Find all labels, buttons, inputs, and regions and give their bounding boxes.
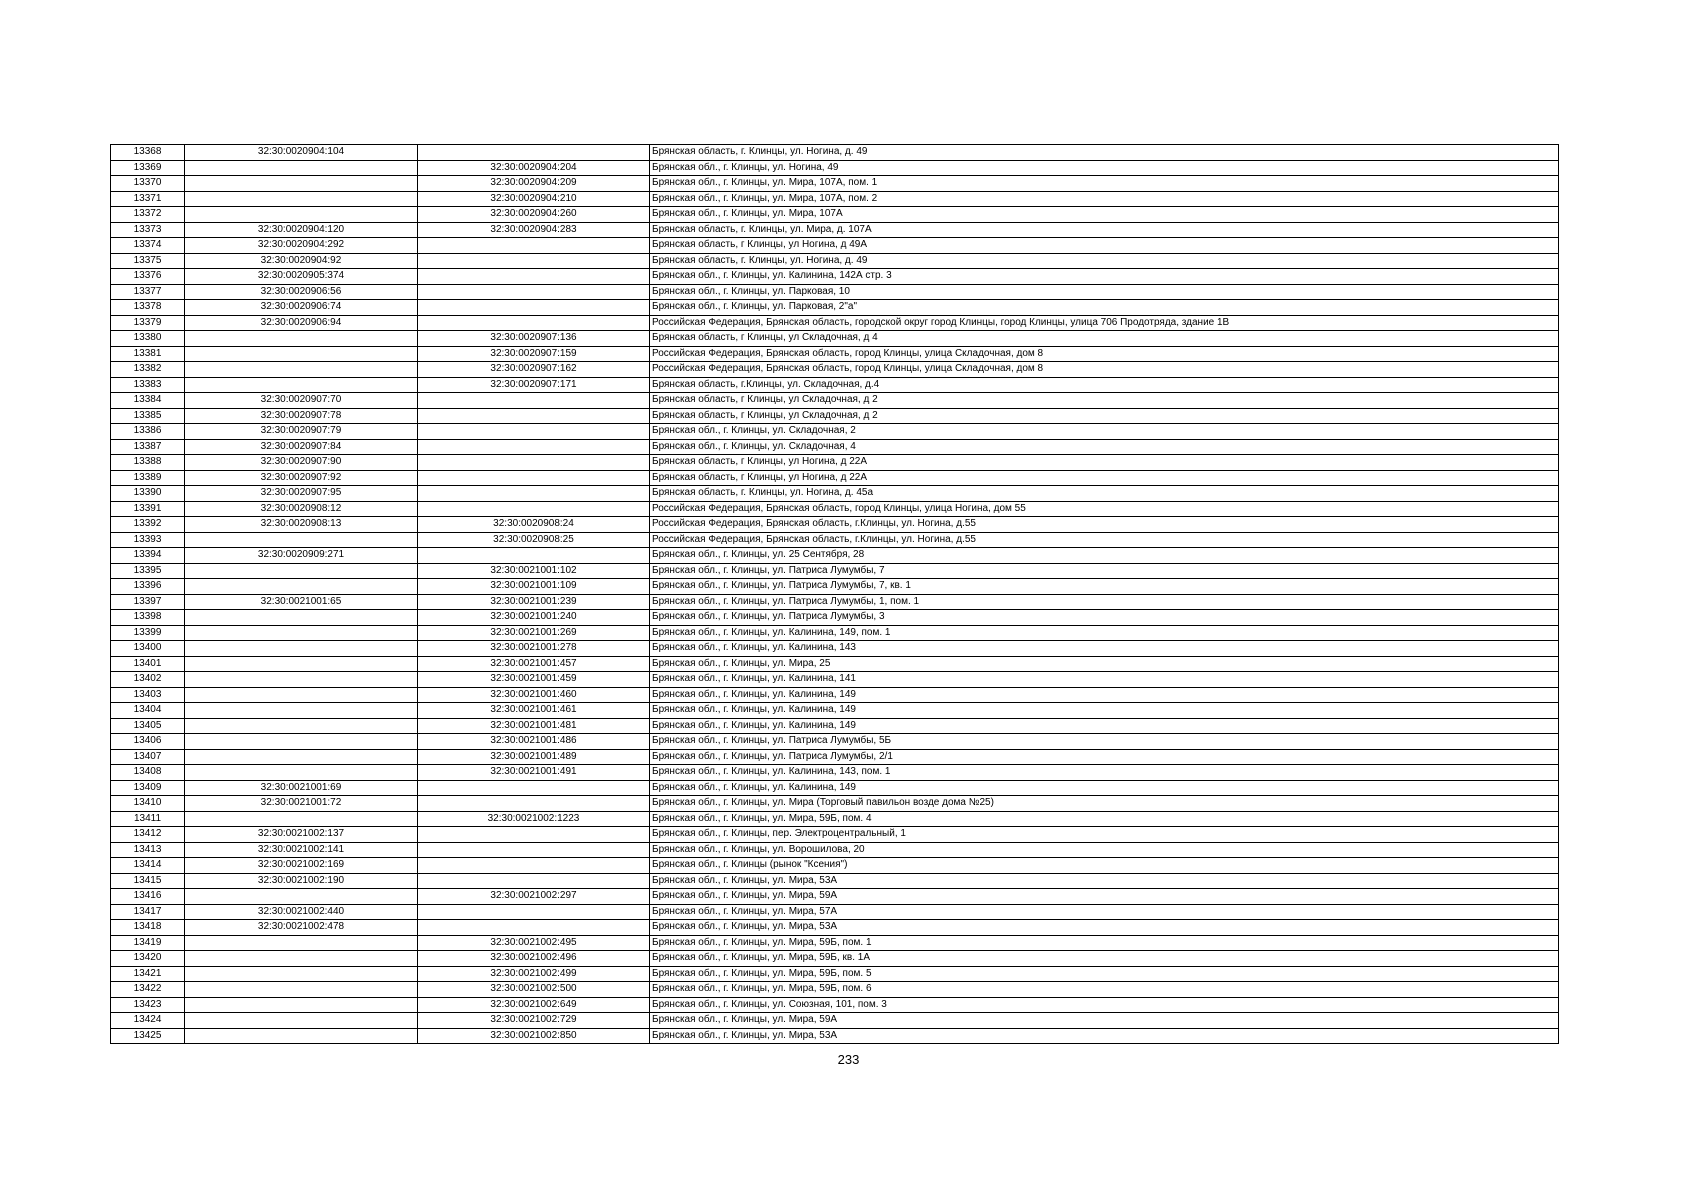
row-number-cell: 13378 xyxy=(111,300,185,316)
land-cadastral-number-cell xyxy=(185,672,418,688)
table-row xyxy=(111,625,1559,641)
land-cadastral-number-cell: 32:30:0020904:104 xyxy=(185,145,418,161)
row-number-cell: 13418 xyxy=(111,920,185,936)
land-cadastral-number-cell: 32:30:0021002:141 xyxy=(185,842,418,858)
land-cadastral-number-cell: 32:30:0021002:137 xyxy=(185,827,418,843)
land-cadastral-number-cell xyxy=(185,765,418,781)
address-cell: Брянская обл., г. Клинцы, ул. Калинина, 141 xyxy=(650,672,1559,688)
table-row xyxy=(111,315,1559,331)
row-number-cell: 13396 xyxy=(111,579,185,595)
table-row xyxy=(111,982,1559,998)
building-cadastral-number-cell xyxy=(418,796,650,812)
address-cell: Брянская обл., г. Клинцы, ул. Союзная, 101, пом. 3 xyxy=(650,997,1559,1013)
table-row xyxy=(111,594,1559,610)
table-row xyxy=(111,796,1559,812)
table-row xyxy=(111,377,1559,393)
table-row xyxy=(111,610,1559,626)
address-cell: Брянская обл., г. Клинцы, ул. Патриса Лумумбы, 5Б xyxy=(650,734,1559,750)
building-cadastral-number-cell xyxy=(418,424,650,440)
land-cadastral-number-cell: 32:30:0020909:271 xyxy=(185,548,418,564)
address-cell: Брянская обл., г. Клинцы, ул. Мира, 59Б, пом. 5 xyxy=(650,966,1559,982)
address-cell: Брянская область, г Клинцы, ул Ногина, д 22А xyxy=(650,455,1559,471)
table-row xyxy=(111,966,1559,982)
land-cadastral-number-cell xyxy=(185,811,418,827)
address-cell: Брянская обл., г. Клинцы, ул. Мира, 57А xyxy=(650,904,1559,920)
land-cadastral-number-cell xyxy=(185,734,418,750)
land-cadastral-number-cell xyxy=(185,718,418,734)
row-number-cell: 13404 xyxy=(111,703,185,719)
building-cadastral-number-cell: 32:30:0021001:109 xyxy=(418,579,650,595)
row-number-cell: 13373 xyxy=(111,222,185,238)
row-number-cell: 13412 xyxy=(111,827,185,843)
building-cadastral-number-cell: 32:30:0021001:459 xyxy=(418,672,650,688)
address-cell: Брянская обл., г. Клинцы, ул. Патриса Лумумбы, 2/1 xyxy=(650,749,1559,765)
row-number-cell: 13403 xyxy=(111,687,185,703)
address-cell: Брянская обл., г. Клинцы, ул. Патриса Лумумбы, 1, пом. 1 xyxy=(650,594,1559,610)
table-row xyxy=(111,362,1559,378)
building-cadastral-number-cell xyxy=(418,858,650,874)
building-cadastral-number-cell xyxy=(418,827,650,843)
land-cadastral-number-cell: 32:30:0020908:12 xyxy=(185,501,418,517)
building-cadastral-number-cell xyxy=(418,455,650,471)
building-cadastral-number-cell xyxy=(418,486,650,502)
building-cadastral-number-cell: 32:30:0020904:210 xyxy=(418,191,650,207)
row-number-cell: 13421 xyxy=(111,966,185,982)
building-cadastral-number-cell: 32:30:0021001:278 xyxy=(418,641,650,657)
land-cadastral-number-cell xyxy=(185,656,418,672)
building-cadastral-number-cell xyxy=(418,145,650,161)
row-number-cell: 13407 xyxy=(111,749,185,765)
table-row xyxy=(111,765,1559,781)
address-cell: Брянская обл., г. Клинцы, ул. Мира, 53А xyxy=(650,1028,1559,1044)
land-cadastral-number-cell xyxy=(185,703,418,719)
row-number-cell: 13424 xyxy=(111,1013,185,1029)
table-row xyxy=(111,424,1559,440)
land-cadastral-number-cell xyxy=(185,749,418,765)
address-cell: Брянская обл., г. Клинцы, ул. Мира, 59А xyxy=(650,1013,1559,1029)
land-cadastral-number-cell xyxy=(185,176,418,192)
table-row xyxy=(111,672,1559,688)
land-cadastral-number-cell xyxy=(185,563,418,579)
table-row xyxy=(111,656,1559,672)
table-row xyxy=(111,517,1559,533)
table-row xyxy=(111,749,1559,765)
land-cadastral-number-cell: 32:30:0021001:69 xyxy=(185,780,418,796)
row-number-cell: 13417 xyxy=(111,904,185,920)
row-number-cell: 13425 xyxy=(111,1028,185,1044)
address-cell: Брянская обл., г. Клинцы, ул. Патриса Лумумбы, 7 xyxy=(650,563,1559,579)
address-cell: Российская Федерация, Брянская область, город Клинцы, улица Складочная, дом 8 xyxy=(650,346,1559,362)
table-row xyxy=(111,439,1559,455)
table-row xyxy=(111,873,1559,889)
row-number-cell: 13387 xyxy=(111,439,185,455)
building-cadastral-number-cell: 32:30:0021001:481 xyxy=(418,718,650,734)
row-number-cell: 13395 xyxy=(111,563,185,579)
address-cell: Брянская область, г. Клинцы, ул. Мира, д. 107А xyxy=(650,222,1559,238)
building-cadastral-number-cell: 32:30:0021001:489 xyxy=(418,749,650,765)
table-row xyxy=(111,641,1559,657)
table-row xyxy=(111,393,1559,409)
address-cell: Брянская область, г Клинцы, ул Ногина, д 49А xyxy=(650,238,1559,254)
building-cadastral-number-cell: 32:30:0020908:25 xyxy=(418,532,650,548)
row-number-cell: 13394 xyxy=(111,548,185,564)
address-cell: Брянская область, г Клинцы, ул Складочная, д 2 xyxy=(650,393,1559,409)
row-number-cell: 13370 xyxy=(111,176,185,192)
land-cadastral-number-cell: 32:30:0020907:78 xyxy=(185,408,418,424)
row-number-cell: 13388 xyxy=(111,455,185,471)
table-row xyxy=(111,703,1559,719)
table-row xyxy=(111,238,1559,254)
table-row xyxy=(111,780,1559,796)
land-cadastral-number-cell: 32:30:0021002:478 xyxy=(185,920,418,936)
table-row xyxy=(111,1013,1559,1029)
table-row xyxy=(111,176,1559,192)
land-cadastral-number-cell: 32:30:0020904:92 xyxy=(185,253,418,269)
building-cadastral-number-cell xyxy=(418,253,650,269)
land-cadastral-number-cell: 32:30:0020908:13 xyxy=(185,517,418,533)
row-number-cell: 13422 xyxy=(111,982,185,998)
land-cadastral-number-cell xyxy=(185,687,418,703)
row-number-cell: 13423 xyxy=(111,997,185,1013)
building-cadastral-number-cell: 32:30:0021001:457 xyxy=(418,656,650,672)
land-cadastral-number-cell: 32:30:0021002:169 xyxy=(185,858,418,874)
row-number-cell: 13380 xyxy=(111,331,185,347)
building-cadastral-number-cell: 32:30:0021001:486 xyxy=(418,734,650,750)
building-cadastral-number-cell xyxy=(418,780,650,796)
building-cadastral-number-cell: 32:30:0020904:204 xyxy=(418,160,650,176)
land-cadastral-number-cell xyxy=(185,160,418,176)
building-cadastral-number-cell: 32:30:0020904:209 xyxy=(418,176,650,192)
building-cadastral-number-cell: 32:30:0021002:649 xyxy=(418,997,650,1013)
row-number-cell: 13369 xyxy=(111,160,185,176)
row-number-cell: 13372 xyxy=(111,207,185,223)
building-cadastral-number-cell xyxy=(418,470,650,486)
row-number-cell: 13391 xyxy=(111,501,185,517)
table-row xyxy=(111,548,1559,564)
address-cell: Брянская обл., г. Клинцы, ул. Мира, 59Б, пом. 1 xyxy=(650,935,1559,951)
address-cell: Российская Федерация, Брянская область, г.Клинцы, ул. Ногина, д.55 xyxy=(650,517,1559,533)
land-cadastral-number-cell: 32:30:0021002:440 xyxy=(185,904,418,920)
row-number-cell: 13397 xyxy=(111,594,185,610)
row-number-cell: 13416 xyxy=(111,889,185,905)
row-number-cell: 13385 xyxy=(111,408,185,424)
row-number-cell: 13375 xyxy=(111,253,185,269)
table-row xyxy=(111,191,1559,207)
land-cadastral-number-cell xyxy=(185,207,418,223)
address-cell: Брянская обл., г. Клинцы, пер. Электроцентральный, 1 xyxy=(650,827,1559,843)
building-cadastral-number-cell: 32:30:0020907:162 xyxy=(418,362,650,378)
table-row xyxy=(111,734,1559,750)
row-number-cell: 13379 xyxy=(111,315,185,331)
address-cell: Российская Федерация, Брянская область, г.Клинцы, ул. Ногина, д.55 xyxy=(650,532,1559,548)
land-cadastral-number-cell xyxy=(185,346,418,362)
address-cell: Брянская область, г. Клинцы, ул. Ногина, д. 49 xyxy=(650,253,1559,269)
land-cadastral-number-cell xyxy=(185,935,418,951)
address-cell: Брянская область, г. Клинцы, ул. Ногина, д. 45а xyxy=(650,486,1559,502)
row-number-cell: 13401 xyxy=(111,656,185,672)
row-number-cell: 13383 xyxy=(111,377,185,393)
table-row xyxy=(111,858,1559,874)
land-cadastral-number-cell: 32:30:0020907:95 xyxy=(185,486,418,502)
table-row xyxy=(111,579,1559,595)
address-cell: Брянская обл., г. Клинцы, ул. Мира, 107А xyxy=(650,207,1559,223)
land-cadastral-number-cell xyxy=(185,966,418,982)
address-cell: Брянская обл., г. Клинцы, ул. Мира, 53А xyxy=(650,873,1559,889)
address-cell: Брянская область, г.Клинцы, ул. Складочная, д.4 xyxy=(650,377,1559,393)
building-cadastral-number-cell xyxy=(418,269,650,285)
building-cadastral-number-cell: 32:30:0021001:240 xyxy=(418,610,650,626)
building-cadastral-number-cell xyxy=(418,408,650,424)
address-cell: Брянская обл., г. Клинцы (рынок "Ксения") xyxy=(650,858,1559,874)
building-cadastral-number-cell xyxy=(418,315,650,331)
table-row xyxy=(111,920,1559,936)
land-cadastral-number-cell: 32:30:0021002:190 xyxy=(185,873,418,889)
building-cadastral-number-cell: 32:30:0021002:1223 xyxy=(418,811,650,827)
land-cadastral-number-cell xyxy=(185,377,418,393)
building-cadastral-number-cell xyxy=(418,548,650,564)
building-cadastral-number-cell: 32:30:0021001:491 xyxy=(418,765,650,781)
address-cell: Брянская область, г Клинцы, ул Складочная, д 2 xyxy=(650,408,1559,424)
page-number: 233 xyxy=(837,1052,860,1067)
row-number-cell: 13386 xyxy=(111,424,185,440)
table-body xyxy=(111,145,1559,1044)
building-cadastral-number-cell: 32:30:0021001:102 xyxy=(418,563,650,579)
land-cadastral-number-cell: 32:30:0020907:92 xyxy=(185,470,418,486)
row-number-cell: 13420 xyxy=(111,951,185,967)
table-row xyxy=(111,455,1559,471)
address-cell: Брянская обл., г. Клинцы, ул. Калинина, 149 xyxy=(650,703,1559,719)
table-row xyxy=(111,997,1559,1013)
address-cell: Брянская обл., г. Клинцы, ул. Мира, 107А, пом. 2 xyxy=(650,191,1559,207)
building-cadastral-number-cell xyxy=(418,238,650,254)
row-number-cell: 13377 xyxy=(111,284,185,300)
address-cell: Российская Федерация, Брянская область, город Клинцы, улица Складочная, дом 8 xyxy=(650,362,1559,378)
row-number-cell: 13390 xyxy=(111,486,185,502)
row-number-cell: 13400 xyxy=(111,641,185,657)
land-cadastral-number-cell xyxy=(185,532,418,548)
building-cadastral-number-cell: 32:30:0021002:729 xyxy=(418,1013,650,1029)
table-row xyxy=(111,811,1559,827)
building-cadastral-number-cell: 32:30:0020904:283 xyxy=(418,222,650,238)
building-cadastral-number-cell xyxy=(418,300,650,316)
row-number-cell: 13410 xyxy=(111,796,185,812)
table-row xyxy=(111,160,1559,176)
land-cadastral-number-cell xyxy=(185,951,418,967)
table-row xyxy=(111,470,1559,486)
table-row xyxy=(111,269,1559,285)
land-cadastral-number-cell: 32:30:0020904:292 xyxy=(185,238,418,254)
row-number-cell: 13399 xyxy=(111,625,185,641)
land-cadastral-number-cell: 32:30:0020906:94 xyxy=(185,315,418,331)
table-row xyxy=(111,904,1559,920)
table-row xyxy=(111,253,1559,269)
table-row xyxy=(111,718,1559,734)
address-cell: Брянская обл., г. Клинцы, ул. Калинина, 143, пом. 1 xyxy=(650,765,1559,781)
building-cadastral-number-cell: 32:30:0021002:500 xyxy=(418,982,650,998)
building-cadastral-number-cell xyxy=(418,501,650,517)
building-cadastral-number-cell: 32:30:0021002:495 xyxy=(418,935,650,951)
building-cadastral-number-cell xyxy=(418,842,650,858)
table-row xyxy=(111,331,1559,347)
address-cell: Брянская обл., г. Клинцы, ул. Парковая, 2"а" xyxy=(650,300,1559,316)
building-cadastral-number-cell: 32:30:0021001:461 xyxy=(418,703,650,719)
row-number-cell: 13389 xyxy=(111,470,185,486)
table-row xyxy=(111,207,1559,223)
row-number-cell: 13409 xyxy=(111,780,185,796)
land-cadastral-number-cell xyxy=(185,997,418,1013)
row-number-cell: 13414 xyxy=(111,858,185,874)
building-cadastral-number-cell xyxy=(418,920,650,936)
land-cadastral-number-cell: 32:30:0020904:120 xyxy=(185,222,418,238)
land-cadastral-number-cell: 32:30:0020907:84 xyxy=(185,439,418,455)
building-cadastral-number-cell: 32:30:0021002:496 xyxy=(418,951,650,967)
address-cell: Брянская обл., г. Клинцы, ул. Калинина, 149 xyxy=(650,687,1559,703)
building-cadastral-number-cell xyxy=(418,393,650,409)
land-cadastral-number-cell: 32:30:0020907:79 xyxy=(185,424,418,440)
land-cadastral-number-cell: 32:30:0020907:90 xyxy=(185,455,418,471)
table-row xyxy=(111,935,1559,951)
land-cadastral-number-cell xyxy=(185,610,418,626)
address-cell: Брянская область, г Клинцы, ул Ногина, д 22А xyxy=(650,470,1559,486)
row-number-cell: 13408 xyxy=(111,765,185,781)
row-number-cell: 13371 xyxy=(111,191,185,207)
land-cadastral-number-cell: 32:30:0020905:374 xyxy=(185,269,418,285)
address-cell: Брянская обл., г. Клинцы, ул. Калинина, 143 xyxy=(650,641,1559,657)
address-cell: Брянская обл., г. Клинцы, ул. Мира, 59Б, пом. 6 xyxy=(650,982,1559,998)
building-cadastral-number-cell: 32:30:0020907:136 xyxy=(418,331,650,347)
row-number-cell: 13384 xyxy=(111,393,185,409)
building-cadastral-number-cell: 32:30:0020907:171 xyxy=(418,377,650,393)
address-cell: Брянская обл., г. Клинцы, ул. Калинина, 142А стр. 3 xyxy=(650,269,1559,285)
building-cadastral-number-cell: 32:30:0021001:239 xyxy=(418,594,650,610)
building-cadastral-number-cell: 32:30:0021002:850 xyxy=(418,1028,650,1044)
table-row xyxy=(111,145,1559,161)
address-cell: Брянская обл., г. Клинцы, ул. Калинина, 149, пом. 1 xyxy=(650,625,1559,641)
land-cadastral-number-cell xyxy=(185,1013,418,1029)
land-cadastral-number-cell xyxy=(185,625,418,641)
land-cadastral-number-cell xyxy=(185,641,418,657)
address-cell: Брянская обл., г. Клинцы, ул. 25 Сентября, 28 xyxy=(650,548,1559,564)
address-cell: Брянская обл., г. Клинцы, ул. Мира, 107А, пом. 1 xyxy=(650,176,1559,192)
land-cadastral-number-cell: 32:30:0020906:56 xyxy=(185,284,418,300)
table-row xyxy=(111,889,1559,905)
building-cadastral-number-cell xyxy=(418,284,650,300)
land-cadastral-number-cell xyxy=(185,889,418,905)
cadastral-table xyxy=(110,144,1559,1044)
land-cadastral-number-cell xyxy=(185,1028,418,1044)
row-number-cell: 13376 xyxy=(111,269,185,285)
building-cadastral-number-cell: 32:30:0020907:159 xyxy=(418,346,650,362)
address-cell: Брянская область, г Клинцы, ул Складочная, д 4 xyxy=(650,331,1559,347)
land-cadastral-number-cell xyxy=(185,331,418,347)
row-number-cell: 13381 xyxy=(111,346,185,362)
building-cadastral-number-cell: 32:30:0020908:24 xyxy=(418,517,650,533)
table-row xyxy=(111,532,1559,548)
address-cell: Брянская обл., г. Клинцы, ул. Ногина, 49 xyxy=(650,160,1559,176)
address-cell: Брянская обл., г. Клинцы, ул. Патриса Лумумбы, 3 xyxy=(650,610,1559,626)
building-cadastral-number-cell: 32:30:0021002:297 xyxy=(418,889,650,905)
address-cell: Брянская обл., г. Клинцы, ул. Складочная, 4 xyxy=(650,439,1559,455)
row-number-cell: 13411 xyxy=(111,811,185,827)
table-row xyxy=(111,408,1559,424)
row-number-cell: 13402 xyxy=(111,672,185,688)
land-cadastral-number-cell: 32:30:0020906:74 xyxy=(185,300,418,316)
address-cell: Брянская обл., г. Клинцы, ул. Мира, 59Б, кв. 1А xyxy=(650,951,1559,967)
land-cadastral-number-cell xyxy=(185,579,418,595)
row-number-cell: 13393 xyxy=(111,532,185,548)
land-cadastral-number-cell xyxy=(185,362,418,378)
row-number-cell: 13413 xyxy=(111,842,185,858)
table-row xyxy=(111,951,1559,967)
row-number-cell: 13415 xyxy=(111,873,185,889)
address-cell: Брянская обл., г. Клинцы, ул. Парковая, 10 xyxy=(650,284,1559,300)
land-cadastral-number-cell xyxy=(185,982,418,998)
address-cell: Брянская обл., г. Клинцы, ул. Калинина, 149 xyxy=(650,780,1559,796)
address-cell: Брянская обл., г. Клинцы, ул. Мира, 59А xyxy=(650,889,1559,905)
row-number-cell: 13406 xyxy=(111,734,185,750)
address-cell: Брянская обл., г. Клинцы, ул. Мира (Торговый павильон возде дома №25) xyxy=(650,796,1559,812)
table-row xyxy=(111,687,1559,703)
table-row xyxy=(111,300,1559,316)
address-cell: Брянская обл., г. Клинцы, ул. Ворошилова, 20 xyxy=(650,842,1559,858)
address-cell: Брянская обл., г. Клинцы, ул. Мира, 59Б, пом. 4 xyxy=(650,811,1559,827)
table-row xyxy=(111,563,1559,579)
table-row xyxy=(111,842,1559,858)
building-cadastral-number-cell xyxy=(418,873,650,889)
land-cadastral-number-cell: 32:30:0020907:70 xyxy=(185,393,418,409)
address-cell: Брянская обл., г. Клинцы, ул. Мира, 53А xyxy=(650,920,1559,936)
land-cadastral-number-cell xyxy=(185,191,418,207)
table-row xyxy=(111,346,1559,362)
row-number-cell: 13398 xyxy=(111,610,185,626)
building-cadastral-number-cell: 32:30:0020904:260 xyxy=(418,207,650,223)
table-row xyxy=(111,501,1559,517)
row-number-cell: 13405 xyxy=(111,718,185,734)
row-number-cell: 13392 xyxy=(111,517,185,533)
building-cadastral-number-cell xyxy=(418,904,650,920)
building-cadastral-number-cell: 32:30:0021001:460 xyxy=(418,687,650,703)
table-row xyxy=(111,827,1559,843)
table-row xyxy=(111,284,1559,300)
table-row xyxy=(111,486,1559,502)
table-row xyxy=(111,1028,1559,1044)
building-cadastral-number-cell xyxy=(418,439,650,455)
row-number-cell: 13382 xyxy=(111,362,185,378)
address-cell: Брянская обл., г. Клинцы, ул. Мира, 25 xyxy=(650,656,1559,672)
row-number-cell: 13419 xyxy=(111,935,185,951)
building-cadastral-number-cell: 32:30:0021001:269 xyxy=(418,625,650,641)
land-cadastral-number-cell: 32:30:0021001:72 xyxy=(185,796,418,812)
row-number-cell: 13368 xyxy=(111,145,185,161)
address-cell: Российская Федерация, Брянская область, городской округ город Клинцы, город Клинцы, улица 706 Продотряда, здание 1В xyxy=(650,315,1559,331)
address-cell: Брянская обл., г. Клинцы, ул. Складочная, 2 xyxy=(650,424,1559,440)
address-cell: Российская Федерация, Брянская область, город Клинцы, улица Ногина, дом 55 xyxy=(650,501,1559,517)
building-cadastral-number-cell: 32:30:0021002:499 xyxy=(418,966,650,982)
row-number-cell: 13374 xyxy=(111,238,185,254)
address-cell: Брянская обл., г. Клинцы, ул. Калинина, 149 xyxy=(650,718,1559,734)
address-cell: Брянская область, г. Клинцы, ул. Ногина, д. 49 xyxy=(650,145,1559,161)
table-row xyxy=(111,222,1559,238)
address-cell: Брянская обл., г. Клинцы, ул. Патриса Лумумбы, 7, кв. 1 xyxy=(650,579,1559,595)
land-cadastral-number-cell: 32:30:0021001:65 xyxy=(185,594,418,610)
